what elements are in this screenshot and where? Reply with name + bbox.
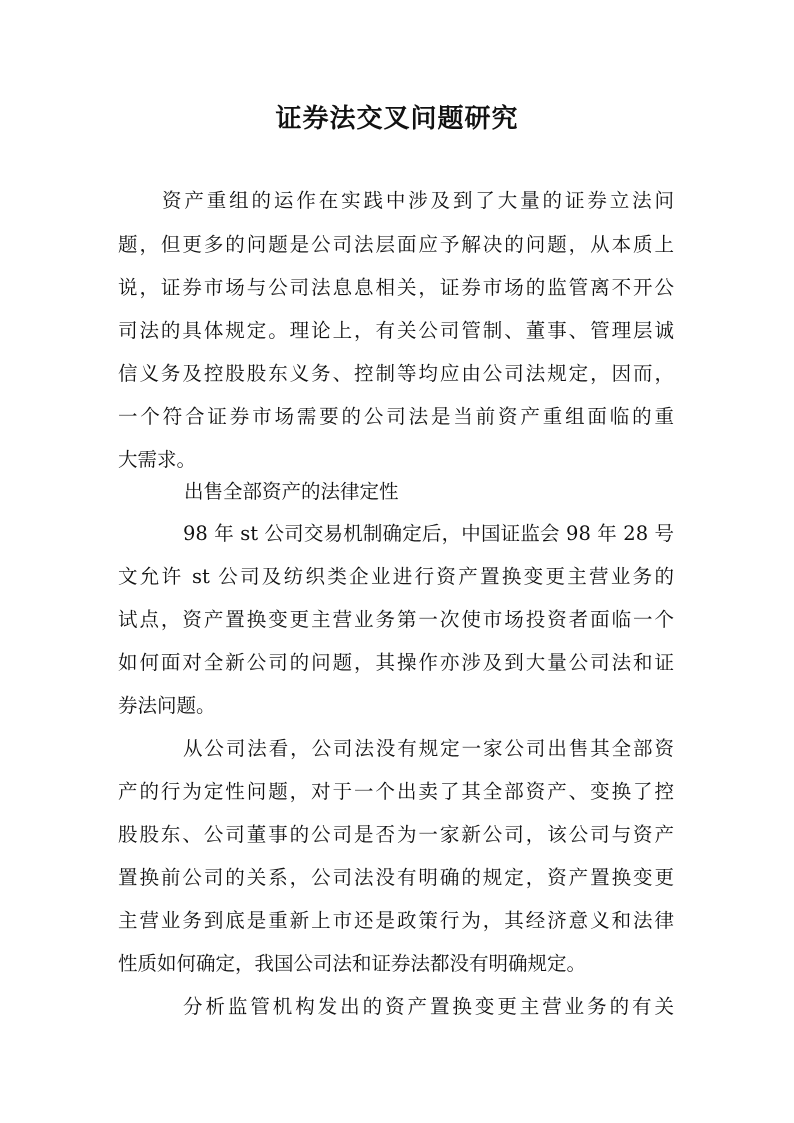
paragraph-line: 说，证券市场与公司法息息相关，证券市场的监管离不开公 <box>118 276 674 299</box>
paragraph-line: 大需求。 <box>118 448 197 471</box>
paragraph-line: 司法的具体规定。理论上，有关公司管制、董事、管理层诚 <box>118 319 674 342</box>
paragraph-line: 一个符合证券市场需要的公司法是当前资产重组面临的重 <box>118 405 674 428</box>
paragraph-line: 股股东、公司董事的公司是否为一家新公司，该公司与资产 <box>118 823 674 846</box>
paragraph-line: 资产重组的运作在实践中涉及到了大量的证券立法问 <box>162 189 674 212</box>
paragraph-line: 信义务及控股股东义务、控制等均应由公司法规定，因而， <box>118 362 674 385</box>
document-title: 证券法交叉问题研究 <box>275 104 519 134</box>
paragraph-line: 从公司法看，公司法没有规定一家公司出售其全部资 <box>183 737 674 760</box>
paragraph-line: 性质如何确定，我国公司法和证券法都没有明确规定。 <box>118 952 587 975</box>
paragraph-line: 主营业务到底是重新上市还是政策行为，其经济意义和法律 <box>118 909 674 932</box>
paragraph-line: 试点，资产置换变更主营业务第一次使市场投资者面临一个 <box>118 608 674 631</box>
paragraph-line: 题，但更多的问题是公司法层面应予解决的问题，从本质上 <box>118 233 674 256</box>
paragraph-line: 产的行为定性问题，对于一个出卖了其全部资产、变换了控 <box>118 780 674 803</box>
paragraph-line: 98 年 st 公司交易机制确定后，中国证监会 98 年 28 号 <box>183 522 674 545</box>
section-heading: 出售全部资产的法律定性 <box>184 480 399 503</box>
paragraph-line: 券法问题。 <box>118 694 216 717</box>
paragraph-line: 如何面对全新公司的问题，其操作亦涉及到大量公司法和证 <box>118 651 674 674</box>
paragraph-line: 文允许 st 公司及纺织类企业进行资产置换变更主营业务的 <box>118 565 674 588</box>
paragraph-line: 分析监管机构发出的资产置换变更主营业务的有关 <box>183 995 674 1018</box>
paragraph-line: 置换前公司的关系，公司法没有明确的规定，资产置换变更 <box>118 866 674 889</box>
